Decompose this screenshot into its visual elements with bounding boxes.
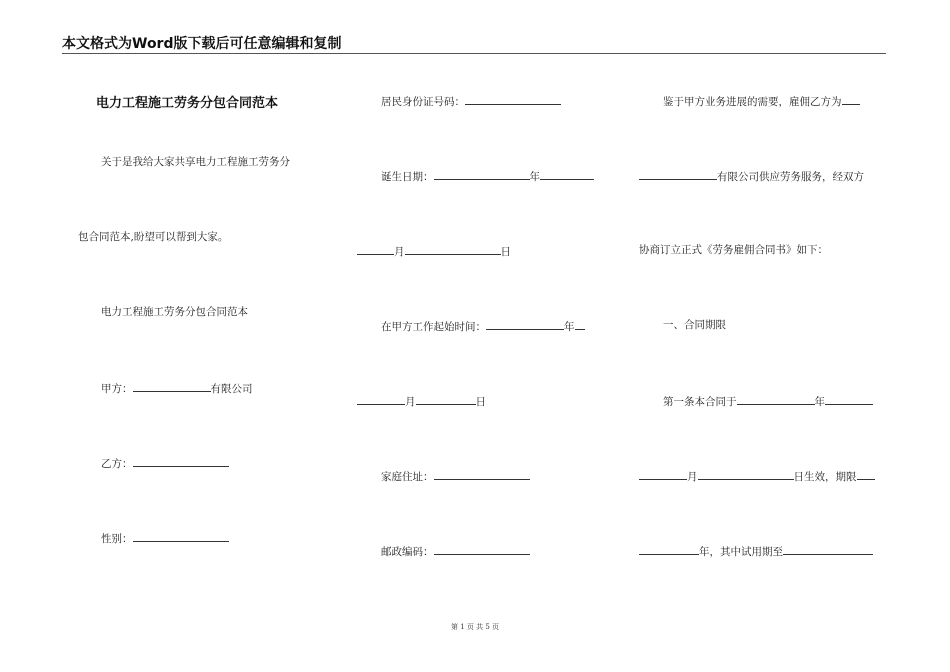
birth-day-unit: 日 bbox=[500, 246, 511, 258]
postcode-label: 邮政编码： bbox=[381, 546, 434, 558]
party-a-line bbox=[101, 380, 253, 396]
article-1-line-2 bbox=[639, 468, 875, 484]
start-month-blank-b bbox=[357, 393, 405, 405]
birth-date-line bbox=[381, 168, 594, 184]
clause-intro-line-3: 协商订立正式《劳务雇佣合同书》如下： bbox=[639, 244, 828, 256]
postcode-line bbox=[381, 543, 530, 559]
article-1-term-blank-b bbox=[639, 543, 699, 555]
article-1-year-blank bbox=[737, 393, 815, 405]
address-blank bbox=[434, 468, 530, 480]
intro-line-2: 包合同范本,盼望可以帮到大家。 bbox=[78, 231, 229, 243]
party-b-blank bbox=[133, 455, 229, 467]
id-number-line bbox=[381, 93, 561, 109]
start-day-unit: 日 bbox=[475, 396, 486, 408]
article-1-year-unit: 年 bbox=[814, 396, 825, 408]
id-number-blank bbox=[465, 93, 561, 105]
article-1-month-unit: 月 bbox=[687, 471, 698, 483]
header-divider bbox=[62, 53, 886, 54]
postcode-blank bbox=[434, 543, 530, 555]
employee-role-blank-a bbox=[842, 93, 860, 105]
article-1-prefix: 第一条本合同于 bbox=[663, 396, 737, 408]
id-number-label: 居民身份证号码： bbox=[381, 96, 465, 108]
section-heading-term: 一、合同期限 bbox=[663, 319, 726, 331]
party-a-label: 甲方： bbox=[101, 383, 133, 395]
start-year-blank bbox=[486, 318, 564, 330]
article-1-day-blank bbox=[698, 468, 794, 480]
start-date-line bbox=[381, 318, 585, 334]
birth-year-unit: 年 bbox=[529, 171, 540, 183]
clause-intro-line-2 bbox=[639, 168, 864, 184]
document-title: 电力工程施工劳务分包合同范本 bbox=[96, 96, 279, 111]
gender-line bbox=[101, 530, 229, 546]
gender-blank bbox=[133, 530, 229, 542]
probation-end-blank bbox=[783, 543, 873, 555]
clause-intro-text-1: 鉴于甲方业务进展的需要，雇佣乙方为 bbox=[663, 96, 842, 108]
start-date-line-2 bbox=[357, 393, 486, 409]
document-banner: 本文格式为Word版下载后可任意编辑和复制 bbox=[62, 36, 342, 52]
company-name-blank bbox=[639, 168, 717, 180]
article-1-effective-text: 日生效，期限 bbox=[793, 471, 857, 483]
article-1-term-blank-a bbox=[857, 468, 875, 480]
party-b-line bbox=[101, 455, 229, 471]
start-date-label: 在甲方工作起始时间： bbox=[381, 321, 486, 333]
article-1-line-3 bbox=[639, 543, 873, 559]
birth-date-label: 诞生日期： bbox=[381, 171, 434, 183]
start-month-blank-a bbox=[575, 318, 585, 330]
address-line bbox=[381, 468, 530, 484]
party-b-label: 乙方： bbox=[101, 458, 133, 470]
birth-month-unit: 月 bbox=[394, 246, 405, 258]
birth-month-blank-a bbox=[540, 168, 594, 180]
start-year-unit: 年 bbox=[564, 321, 575, 333]
article-1-month-blank-a bbox=[825, 393, 873, 405]
birth-day-blank bbox=[405, 243, 501, 255]
page-footer: 第 1 页 共 5 页 bbox=[450, 623, 500, 631]
intro-line-1: 关于是我给大家共享电力工程施工劳务分 bbox=[101, 156, 290, 168]
party-a-blank bbox=[133, 380, 211, 392]
gender-label: 性别： bbox=[101, 533, 133, 545]
birth-date-line-2 bbox=[357, 243, 511, 259]
article-1-month-blank-b bbox=[639, 468, 687, 480]
contract-subtitle: 电力工程施工劳务分包合同范本 bbox=[101, 306, 248, 318]
article-1-probation-text: 年，其中试用期至 bbox=[699, 546, 783, 558]
clause-intro-text-2: 有限公司供应劳务服务，经双方 bbox=[717, 171, 864, 183]
birth-month-blank-b bbox=[357, 243, 394, 255]
party-a-suffix: 有限公司 bbox=[210, 383, 253, 395]
clause-intro-line-1 bbox=[663, 93, 860, 109]
article-1-line bbox=[663, 393, 873, 409]
start-day-blank bbox=[416, 393, 476, 405]
birth-year-blank bbox=[434, 168, 530, 180]
start-month-unit: 月 bbox=[405, 396, 416, 408]
address-label: 家庭住址： bbox=[381, 471, 434, 483]
